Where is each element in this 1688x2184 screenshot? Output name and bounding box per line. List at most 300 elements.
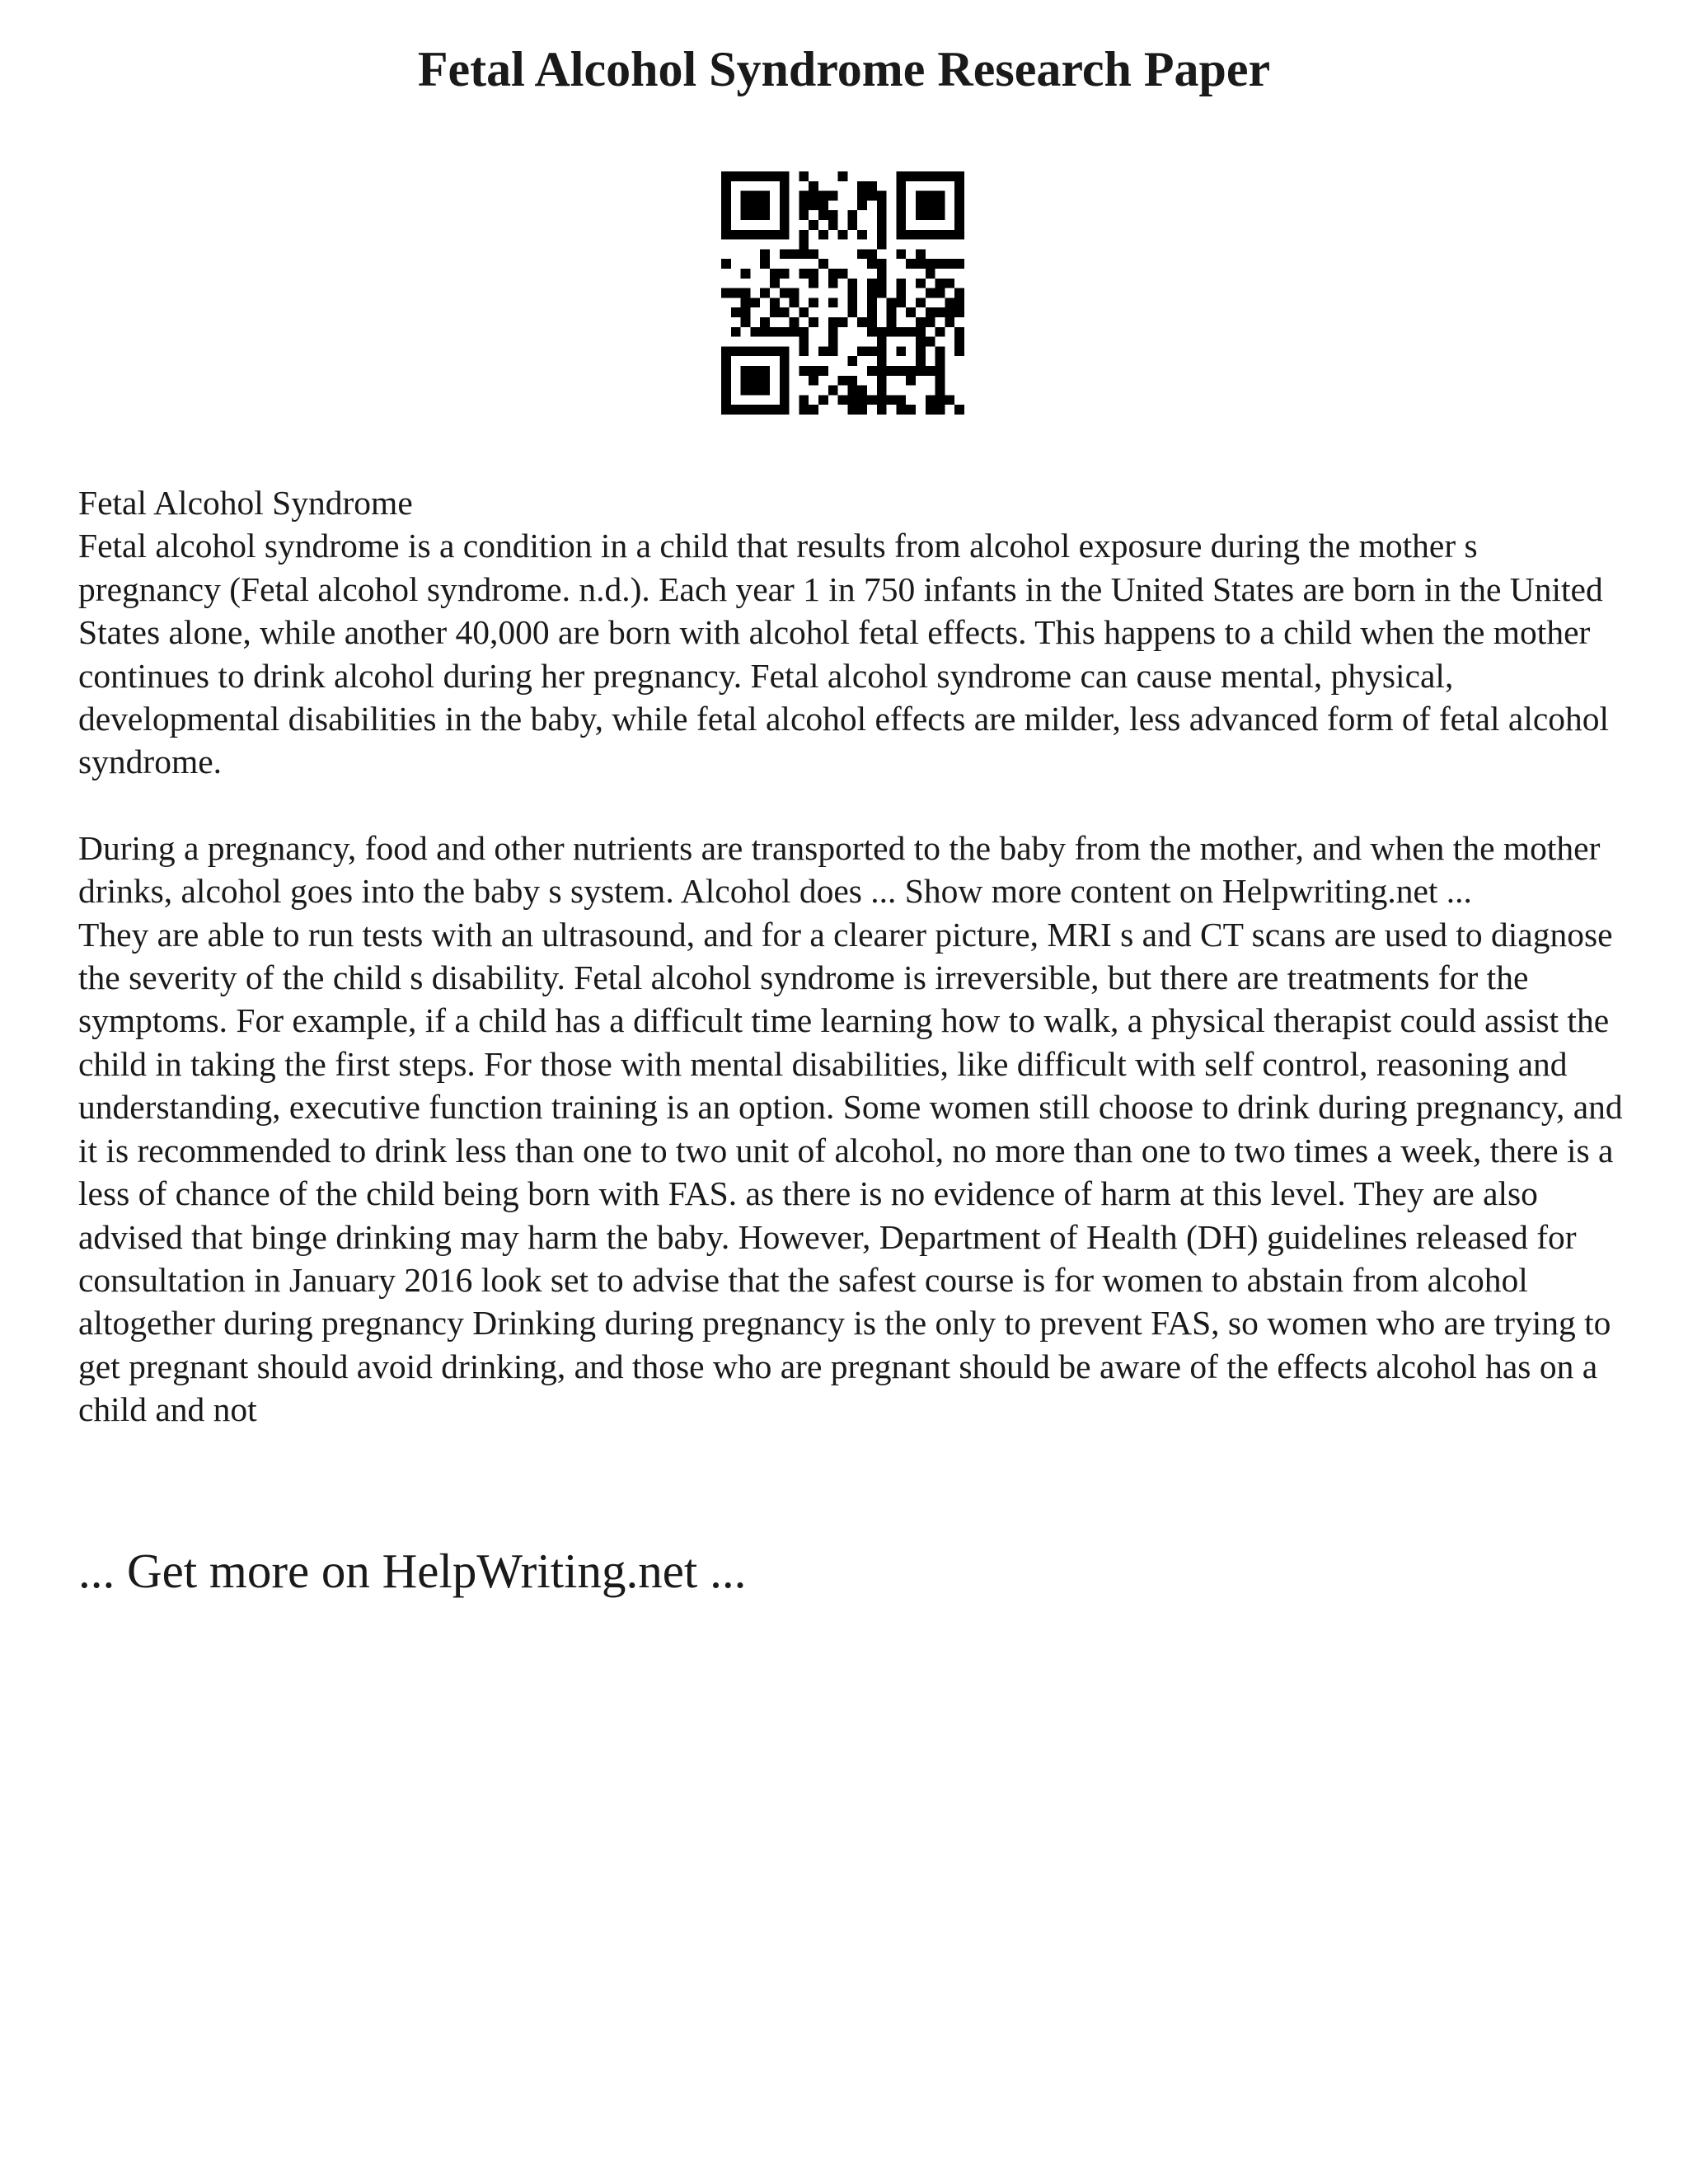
qr-module (780, 307, 790, 317)
qr-module (857, 230, 867, 240)
qr-module (945, 395, 954, 405)
qr-module (916, 171, 926, 181)
qr-module (935, 356, 945, 366)
qr-module (935, 307, 945, 317)
qr-module (877, 210, 887, 220)
qr-module (731, 288, 741, 298)
qr-module (954, 346, 964, 356)
qr-module (809, 220, 818, 230)
qr-module (721, 200, 731, 210)
qr-module (790, 327, 799, 337)
qr-module (896, 230, 906, 240)
qr-module (926, 191, 935, 201)
qr-module (887, 395, 897, 405)
qr-module (760, 210, 770, 220)
qr-module (847, 210, 857, 220)
qr-module (887, 298, 897, 307)
qr-module (954, 337, 964, 347)
qr-code-icon (721, 171, 964, 415)
qr-module (799, 230, 809, 240)
qr-module (896, 171, 906, 181)
qr-module (877, 356, 887, 366)
page-title: Fetal Alcohol Syndrome Research Paper (417, 42, 1271, 96)
qr-module (916, 210, 926, 220)
qr-module (721, 386, 731, 396)
qr-module (731, 171, 741, 181)
qr-module (818, 230, 828, 240)
qr-module (760, 259, 770, 269)
qr-module (790, 317, 799, 327)
qr-module (857, 191, 867, 201)
qr-module (780, 269, 790, 279)
qr-module (896, 249, 906, 259)
qr-module (721, 405, 731, 415)
qr-module (847, 386, 857, 396)
qr-module (906, 171, 916, 181)
qr-module (741, 346, 751, 356)
qr-module (916, 346, 926, 356)
qr-module (935, 346, 945, 356)
qr-module (750, 200, 760, 210)
qr-module (721, 210, 731, 220)
qr-module (954, 200, 964, 210)
qr-module (926, 405, 935, 415)
qr-module (847, 405, 857, 415)
qr-module (954, 307, 964, 317)
qr-module (926, 269, 935, 279)
qr-module (760, 405, 770, 415)
qr-module (809, 249, 818, 259)
qr-module (926, 366, 935, 376)
qr-module (790, 249, 799, 259)
qr-module (780, 405, 790, 415)
qr-module (750, 210, 760, 220)
qr-module (818, 200, 828, 210)
qr-module (750, 298, 760, 307)
qr-module (780, 171, 790, 181)
qr-module (896, 346, 906, 356)
qr-module (770, 298, 780, 307)
qr-module (760, 200, 770, 210)
qr-module (799, 191, 809, 201)
qr-module (809, 181, 818, 191)
qr-module (780, 191, 790, 201)
qr-module (799, 327, 809, 337)
qr-module (818, 346, 828, 356)
qr-module (945, 230, 954, 240)
qr-module (954, 210, 964, 220)
qr-module (926, 307, 935, 317)
qr-module (741, 269, 751, 279)
qr-module (818, 259, 828, 269)
qr-module (867, 346, 877, 356)
qr-module (780, 327, 790, 337)
qr-module (954, 171, 964, 181)
qr-module (780, 346, 790, 356)
qr-module (790, 288, 799, 298)
qr-module (857, 200, 867, 210)
qr-module (760, 327, 770, 337)
qr-module (721, 230, 731, 240)
qr-module (780, 181, 790, 191)
qr-module (818, 395, 828, 405)
qr-module (780, 288, 790, 298)
qr-module (741, 317, 751, 327)
qr-module (896, 210, 906, 220)
qr-module (750, 171, 760, 181)
qr-module (741, 366, 751, 376)
qr-module (828, 269, 838, 279)
qr-module (741, 307, 751, 317)
qr-module (935, 230, 945, 240)
qr-module (818, 191, 828, 201)
qr-module (741, 171, 751, 181)
qr-module (780, 376, 790, 386)
qr-module (896, 181, 906, 191)
qr-module (954, 405, 964, 415)
qr-module (721, 191, 731, 201)
qr-module (741, 405, 751, 415)
qr-module (721, 288, 731, 298)
qr-module (838, 395, 848, 405)
qr-module (760, 346, 770, 356)
qr-module (926, 230, 935, 240)
qr-module (954, 259, 964, 269)
qr-module (935, 200, 945, 210)
qr-module (877, 386, 887, 396)
qr-module (799, 346, 809, 356)
qr-module (799, 249, 809, 259)
qr-module (790, 298, 799, 307)
qr-module (760, 376, 770, 386)
qr-module (770, 405, 780, 415)
qr-module (867, 279, 877, 288)
qr-module (935, 210, 945, 220)
qr-module (731, 307, 741, 317)
qr-module (867, 298, 877, 307)
qr-module (857, 405, 867, 415)
qr-module (916, 249, 926, 259)
qr-module (721, 181, 731, 191)
qr-module (750, 191, 760, 201)
qr-module (935, 405, 945, 415)
qr-module (770, 327, 780, 337)
qr-module (828, 191, 838, 201)
qr-module (916, 200, 926, 210)
qr-module (799, 307, 809, 317)
paragraph-intro: Fetal alcohol syndrome is a condition in a child that results from alcohol exposure during the mother s pregnancy (Fetal alcohol syndrome. n.d.). Each year 1 in 750 infants in the United States are born in the United States alone, while another 40,000 are born with alcohol fetal effects. This happens to a child when the mother continues to drink alcohol during her pregnancy. Fetal alcohol syndrome can cause mental, physical, developmental disabilities in the baby, while fetal alcohol effects are milder, less advanced form of fetal alcohol syndrome. (78, 527, 1610, 781)
qr-module (760, 386, 770, 396)
qr-module (770, 307, 780, 317)
qr-module (887, 327, 897, 337)
qr-module (916, 337, 926, 347)
qr-module (828, 298, 838, 307)
qr-module (838, 230, 848, 240)
qr-module (926, 317, 935, 327)
qr-module (731, 230, 741, 240)
qr-module (926, 171, 935, 181)
qr-module (877, 230, 887, 240)
qr-module (857, 346, 867, 356)
qr-module (741, 230, 751, 240)
get-more-link[interactable]: ... Get more on HelpWriting.net ... (78, 1544, 747, 1598)
paragraph-nutrients: During a pregnancy, food and other nutrients are transported to the baby from the mother, and when the mother drinks, alcohol goes into the baby s system. Alcohol does ... Show more content on Helpwriting.net ... (78, 828, 1601, 911)
qr-module (799, 200, 809, 210)
qr-module (935, 376, 945, 386)
qr-module (750, 230, 760, 240)
qr-module (721, 376, 731, 386)
qr-module (721, 220, 731, 230)
qr-module (867, 259, 877, 269)
qr-module (828, 279, 838, 288)
qr-module (818, 366, 828, 376)
qr-module (877, 279, 887, 288)
qr-module (877, 346, 887, 356)
qr-module (741, 288, 751, 298)
qr-module (847, 298, 857, 307)
qr-module (896, 327, 906, 337)
qr-module (750, 327, 760, 337)
qr-module (916, 366, 926, 376)
qr-module (945, 259, 954, 269)
qr-module (770, 346, 780, 356)
qr-module (877, 240, 887, 250)
qr-module (780, 366, 790, 376)
qr-module (877, 395, 887, 405)
qr-module (780, 220, 790, 230)
qr-module (935, 279, 945, 288)
qr-module (760, 317, 770, 327)
qr-module (877, 220, 887, 230)
qr-module (896, 220, 906, 230)
qr-module (741, 191, 751, 201)
qr-module (926, 259, 935, 269)
qr-module (838, 269, 848, 279)
qr-module (828, 317, 838, 327)
qr-module (906, 230, 916, 240)
qr-module (760, 230, 770, 240)
qr-module (809, 366, 818, 376)
qr-module (916, 259, 926, 269)
qr-module (945, 317, 954, 327)
qr-module (721, 366, 731, 376)
qr-module (887, 317, 897, 327)
paragraph-spacer (78, 784, 1628, 827)
qr-module (750, 405, 760, 415)
qr-module (731, 327, 741, 337)
qr-module (799, 405, 809, 415)
qr-module (828, 386, 838, 396)
qr-module (896, 298, 906, 307)
qr-module (770, 230, 780, 240)
qr-module (916, 279, 926, 288)
qr-module (809, 317, 818, 327)
qr-module (809, 405, 818, 415)
qr-module (877, 288, 887, 298)
qr-module (896, 405, 906, 415)
qr-module (847, 220, 857, 230)
qr-module (721, 346, 731, 356)
qr-module (877, 366, 887, 376)
qr-module (935, 395, 945, 405)
qr-module (780, 230, 790, 240)
qr-module (760, 288, 770, 298)
qr-module (906, 405, 916, 415)
qr-module (828, 327, 838, 337)
qr-module (867, 327, 877, 337)
qr-module (896, 279, 906, 288)
qr-module (867, 249, 877, 259)
qr-module (741, 376, 751, 386)
qr-module (847, 376, 857, 386)
qr-module (877, 337, 887, 347)
qr-module (896, 191, 906, 201)
qr-module (954, 230, 964, 240)
qr-module (877, 405, 887, 415)
qr-module (867, 288, 877, 298)
qr-module (916, 230, 926, 240)
qr-module (926, 200, 935, 210)
qr-module (945, 307, 954, 317)
qr-module (780, 386, 790, 396)
qr-module (721, 259, 731, 269)
qr-module (780, 210, 790, 220)
qr-module (877, 376, 887, 386)
qr-module (926, 337, 935, 347)
qr-module (799, 269, 809, 279)
qr-module (867, 317, 877, 327)
qr-module (906, 327, 916, 337)
qr-module (896, 288, 906, 298)
qr-module (916, 356, 926, 366)
qr-module (818, 210, 828, 220)
qr-module (750, 376, 760, 386)
qr-module (945, 279, 954, 288)
qr-module (935, 288, 945, 298)
qr-module (877, 200, 887, 210)
qr-module (741, 298, 751, 307)
qr-module (760, 249, 770, 259)
qr-module (896, 395, 906, 405)
qr-module (780, 356, 790, 366)
qr-module (877, 269, 887, 279)
qr-module (877, 327, 887, 337)
qr-module (916, 191, 926, 201)
qr-module (780, 395, 790, 405)
qr-module (926, 288, 935, 298)
qr-module (847, 279, 857, 288)
qr-module (877, 191, 887, 201)
qr-module (838, 317, 848, 327)
qr-module (857, 317, 867, 327)
qr-module (935, 386, 945, 396)
qr-module (867, 307, 877, 317)
qr-module (954, 288, 964, 298)
qr-module (847, 307, 857, 317)
qr-module (741, 200, 751, 210)
qr-module (857, 395, 867, 405)
qr-module (828, 337, 838, 347)
qr-module (780, 249, 790, 259)
qr-module (857, 386, 867, 396)
qr-module (809, 269, 818, 279)
qr-module (926, 210, 935, 220)
paragraph-treatment: They are able to run tests with an ultrasound, and for a clearer picture, MRI s and CT scans are used to diagnose the severity of the child s disability. Fetal alcohol syndrome is irreversible, but there are treatments for the symptoms. For example, if a child has a difficult time learning how to walk, a physical therapist could assist the child in taking the first steps. For those with mental disabilities, like difficult with self control, reasoning and understanding, executive function training is an option. Some women still choose to drink during pregnancy, and it is recommended to drink less than one to two unit of alcohol, no more than one to two times a week, there is a less of chance of the child being born with FAS. as there is no evidence of harm at this level. They are also advised that binge drinking may harm the baby. However, Department of Health (DH) guidelines released for consultation in January 2016 look set to advise that the safest course is for women to abstain from alcohol altogether during pregnancy Drinking during pregnancy is the only to prevent FAS, so women who are trying to get pregnant should avoid drinking, and those who are pregnant should be aware of the effects alcohol has on a child and not (78, 915, 1623, 1429)
qr-module (809, 376, 818, 386)
qr-module (877, 259, 887, 269)
qr-module (799, 337, 809, 347)
qr-module (828, 346, 838, 356)
qr-module (896, 200, 906, 210)
qr-module (857, 181, 867, 191)
qr-module (809, 191, 818, 201)
qr-module (770, 279, 780, 288)
qr-module (906, 376, 916, 386)
qr-module (954, 181, 964, 191)
qr-module (887, 366, 897, 376)
qr-module (954, 298, 964, 307)
qr-module (809, 200, 818, 210)
qr-module (867, 191, 877, 201)
qr-module (828, 210, 838, 220)
qr-module (935, 191, 945, 201)
qr-module (887, 307, 897, 317)
qr-module (799, 171, 809, 181)
qr-module (799, 240, 809, 250)
qr-module (916, 317, 926, 327)
qr-module (954, 220, 964, 230)
qr-module (750, 386, 760, 396)
qr-module (828, 220, 838, 230)
qr-module (916, 327, 926, 337)
qr-module (799, 395, 809, 405)
qr-module (857, 249, 867, 259)
qr-module (760, 191, 770, 201)
qr-module (935, 171, 945, 181)
qr-module (935, 259, 945, 269)
qr-module (867, 366, 877, 376)
qr-module (935, 366, 945, 376)
qr-module (867, 181, 877, 191)
qr-module (731, 405, 741, 415)
qr-module (799, 210, 809, 220)
qr-module (847, 288, 857, 298)
article-body (78, 481, 1628, 1432)
section-heading: Fetal Alcohol Syndrome (78, 484, 413, 522)
qr-module (760, 171, 770, 181)
qr-module (838, 171, 848, 181)
qr-module (935, 327, 945, 337)
qr-module (906, 307, 916, 317)
qr-module (721, 171, 731, 181)
qr-module (926, 395, 935, 405)
qr-module (954, 327, 964, 337)
qr-module (916, 298, 926, 307)
qr-module (896, 366, 906, 376)
qr-module (945, 171, 954, 181)
qr-module (741, 386, 751, 396)
qr-module (945, 298, 954, 307)
qr-module (906, 259, 916, 269)
qr-module (838, 376, 848, 386)
qr-module (721, 395, 731, 405)
qr-module (906, 366, 916, 376)
qr-module (847, 356, 857, 366)
qr-module (847, 395, 857, 405)
qr-module (954, 191, 964, 201)
qr-module (809, 279, 818, 288)
qr-module (770, 269, 780, 279)
